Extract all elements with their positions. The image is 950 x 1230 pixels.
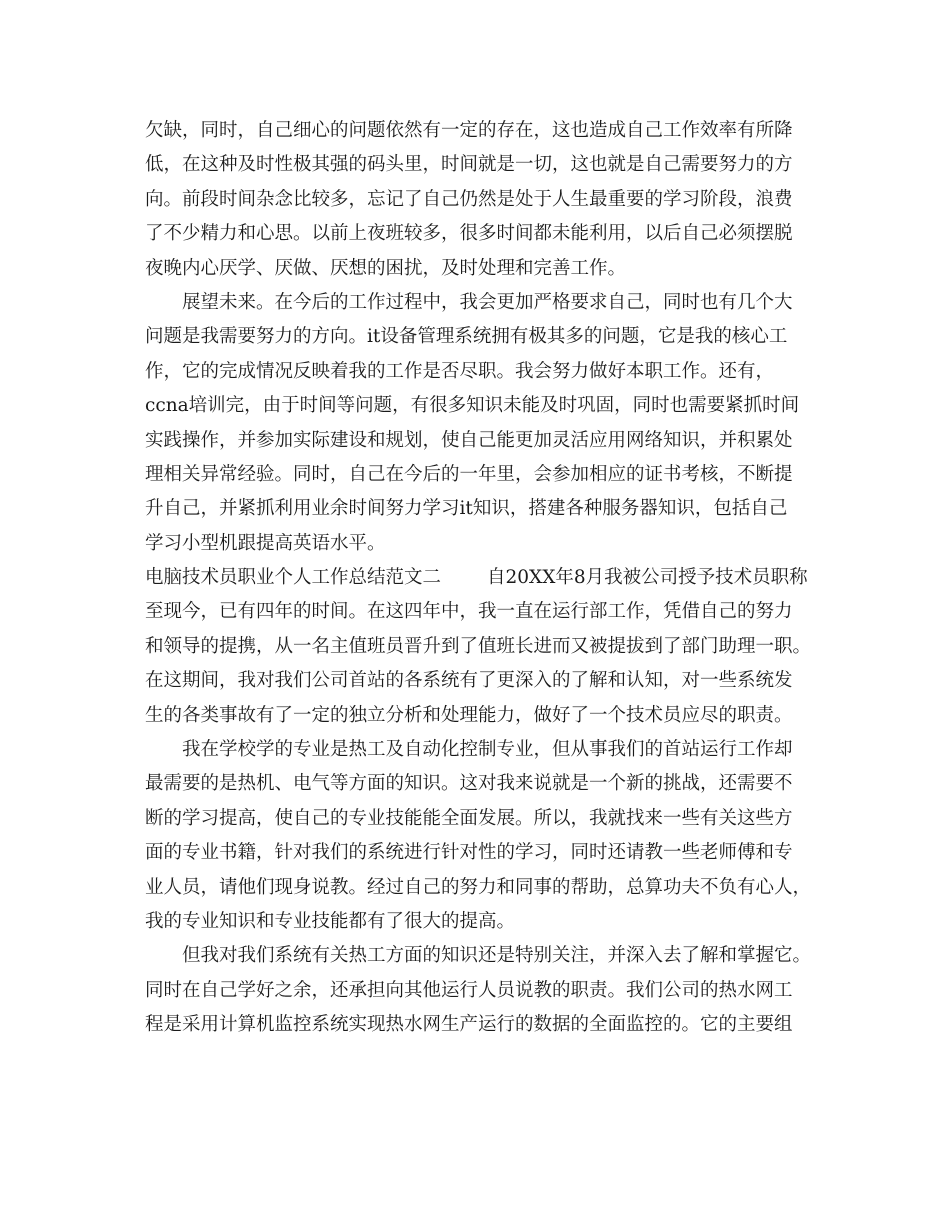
- text-line: 展望未来。在今后的工作过程中，我会更加严格要求自己，同时也有几个大: [182, 291, 793, 313]
- document-body: [145, 114, 812, 1043]
- text-line: 生的各类事故有了一定的独立分析和处理能力，做好了一个技术员应尽的职责。: [145, 704, 793, 726]
- paragraph-1: [145, 114, 809, 286]
- text-line: 在这期间，我对我们公司首站的各系统有了更深入的了解和认知，对一些系统发: [145, 670, 793, 692]
- text-line: 了不少精力和心思。以前上夜班较多，很多时间都未能利用，以后自己必须摆脱: [145, 223, 793, 245]
- paragraph-4: [145, 733, 812, 939]
- text-line: 和领导的提携，从一名主值班员晋升到了值班长进而又被提拔到了部门助理一职。: [145, 635, 812, 657]
- text-line: 我的专业知识和专业技能都有了很大的提高。: [145, 910, 516, 932]
- section-title: 电脑技术员职业个人工作总结范文二: [145, 567, 442, 589]
- text-line: 面的专业书籍，针对我们的系统进行针对性的学习，同时还请教一些老师傅和专: [145, 842, 793, 864]
- paragraph-2: [145, 286, 809, 561]
- text-line: 夜晚内心厌学、厌做、厌想的困扰，及时处理和完善工作。: [145, 257, 627, 279]
- text-line: ccna培训完，由于时间等问题，有很多知识未能及时巩固，同时也需要紧抓时间: [145, 395, 800, 417]
- text-line: 但我对我们系统有关热工方面的知识还是特别关注，并深入去了解和掌握它。: [182, 945, 812, 967]
- text-line: 向。前段时间杂念比较多，忘记了自己仍然是处于人生最重要的学习阶段，浪费: [145, 188, 793, 210]
- section-heading-line: [145, 561, 809, 595]
- text-line: 升自己，并紧抓利用业余时间努力学习it知识，搭建各种服务器知识，包括自己: [145, 498, 788, 520]
- text-line: 最需要的是热机、电气等方面的知识。这对我来说就是一个新的挑战，还需要不: [145, 773, 793, 795]
- text-line: 低，在这种及时性极其强的码头里，时间就是一切，这也就是自己需要努力的方: [145, 154, 793, 176]
- text-line: 作，它的完成情况反映着我的工作是否尽职。我会努力做好本职工作。还有，: [145, 360, 775, 382]
- paragraph-5: [145, 939, 812, 1042]
- text-line: 理相关异常经验。同时，自己在今后的一年里，会参加相应的证书考核，不断提: [145, 463, 793, 485]
- text-line: 断的学习提高，使自己的专业技能能全面发展。所以，我就找来一些有关这些方: [145, 807, 793, 829]
- text-line: 我在学校学的专业是热工及自动化控制专业，但从事我们的首站运行工作却: [182, 739, 793, 761]
- section-intro-text: 自20XX年8月我被公司授予技术员职称: [487, 567, 808, 589]
- text-line: 学习小型机跟提高英语水平。: [145, 532, 386, 554]
- heading-line: [145, 561, 809, 595]
- text-line: 业人员，请他们现身说教。经过自己的努力和同事的帮助，总算功夫不负有心人，: [145, 876, 812, 898]
- text-line: 同时在自己学好之余，还承担向其他运行人员说教的职责。我们公司的热水网工: [145, 979, 793, 1001]
- text-line: 程是采用计算机监控系统实现热水网生产运行的数据的全面监控的。它的主要组: [145, 1014, 793, 1036]
- text-line: 至现今，已有四年的时间。在这四年中，我一直在运行部工作，凭借自己的努力: [145, 601, 793, 623]
- text-line: 问题是我需要努力的方向。it设备管理系统拥有极其多的问题，它是我的核心工: [145, 326, 788, 348]
- paragraph-3: [145, 595, 812, 733]
- text-line: 欠缺，同时，自己细心的问题依然有一定的存在，这也造成自己工作效率有所降: [145, 120, 793, 141]
- text-line: 实践操作，并参加实际建设和规划，使自己能更加灵活应用网络知识，并积累处: [145, 429, 793, 451]
